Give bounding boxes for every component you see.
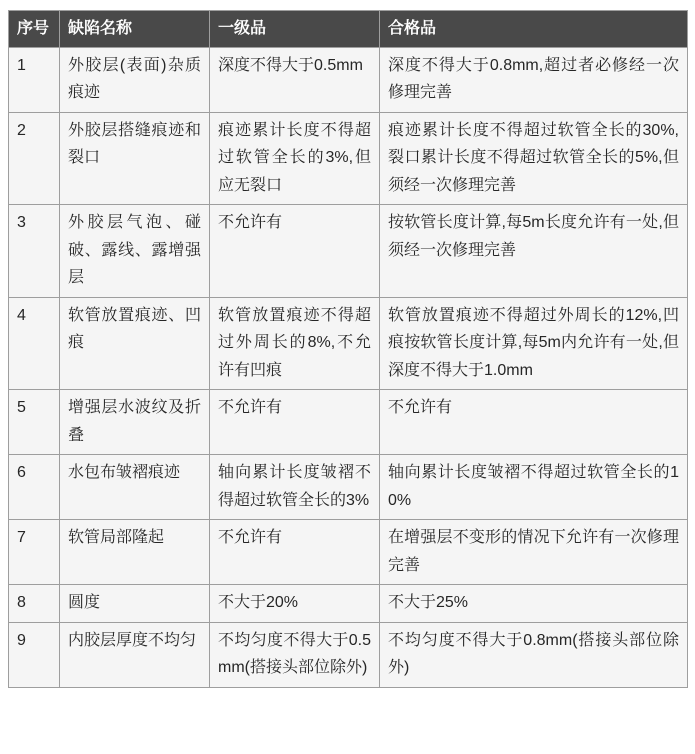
- cell-serial-no: 1: [9, 47, 60, 112]
- cell-qualified: 在增强层不变形的情况下允许有一次修理完善: [380, 520, 688, 585]
- table-header: [9, 11, 688, 48]
- cell-first-grade: 不均匀度不得大于0.5mm(搭接头部位除外): [210, 622, 380, 687]
- table-body: [9, 47, 688, 687]
- column-header-serial-no: 序号: [9, 11, 60, 48]
- table-row: [9, 47, 688, 112]
- cell-defect-name: 增强层水波纹及折叠: [60, 390, 210, 455]
- header-row: [9, 11, 688, 48]
- cell-first-grade: 轴向累计长度皱褶不得超过软管全长的3%: [210, 455, 380, 520]
- cell-first-grade: 不允许有: [210, 520, 380, 585]
- cell-first-grade: 软管放置痕迹不得超过外周长的8%,不允许有凹痕: [210, 297, 380, 390]
- table-row: [9, 297, 688, 390]
- cell-serial-no: 9: [9, 622, 60, 687]
- cell-serial-no: 8: [9, 585, 60, 623]
- table-row: [9, 455, 688, 520]
- cell-serial-no: 4: [9, 297, 60, 390]
- cell-qualified: 不大于25%: [380, 585, 688, 623]
- cell-defect-name: 软管局部隆起: [60, 520, 210, 585]
- cell-serial-no: 2: [9, 112, 60, 205]
- cell-defect-name: 内胶层厚度不均匀: [60, 622, 210, 687]
- cell-serial-no: 3: [9, 205, 60, 298]
- cell-qualified: 深度不得大于0.8mm,超过者必修经一次修理完善: [380, 47, 688, 112]
- cell-qualified: 轴向累计长度皱褶不得超过软管全长的10%: [380, 455, 688, 520]
- cell-qualified: 痕迹累计长度不得超过软管全长的30%,裂口累计长度不得超过软管全长的5%,但须经一次修理完善: [380, 112, 688, 205]
- cell-serial-no: 5: [9, 390, 60, 455]
- cell-defect-name: 外胶层气泡、碰破、露线、露增强层: [60, 205, 210, 298]
- cell-first-grade: 痕迹累计长度不得超过软管全长的3%,但应无裂口: [210, 112, 380, 205]
- cell-defect-name: 圆度: [60, 585, 210, 623]
- cell-qualified: 按软管长度计算,每5m长度允许有一处,但须经一次修理完善: [380, 205, 688, 298]
- cell-defect-name: 软管放置痕迹、凹痕: [60, 297, 210, 390]
- cell-qualified: 不均匀度不得大于0.8mm(搭接头部位除外): [380, 622, 688, 687]
- cell-defect-name: 外胶层(表面)杂质痕迹: [60, 47, 210, 112]
- cell-first-grade: 深度不得大于0.5mm: [210, 47, 380, 112]
- defect-spec-table: [8, 10, 688, 688]
- cell-defect-name: 水包布皱褶痕迹: [60, 455, 210, 520]
- cell-serial-no: 6: [9, 455, 60, 520]
- column-header-first-grade: 一级品: [210, 11, 380, 48]
- cell-qualified: 不允许有: [380, 390, 688, 455]
- cell-serial-no: 7: [9, 520, 60, 585]
- table-row: [9, 520, 688, 585]
- cell-qualified: 软管放置痕迹不得超过外周长的12%,凹痕按软管长度计算,每5m内允许有一处,但深度不得大于1.0mm: [380, 297, 688, 390]
- table-row: [9, 585, 688, 623]
- cell-defect-name: 外胶层搭缝痕迹和裂口: [60, 112, 210, 205]
- table-row: [9, 205, 688, 298]
- table-row: [9, 112, 688, 205]
- table-row: [9, 622, 688, 687]
- column-header-defect-name: 缺陷名称: [60, 11, 210, 48]
- cell-first-grade: 不大于20%: [210, 585, 380, 623]
- cell-first-grade: 不允许有: [210, 390, 380, 455]
- cell-first-grade: 不允许有: [210, 205, 380, 298]
- column-header-qualified: 合格品: [380, 11, 688, 48]
- table-row: [9, 390, 688, 455]
